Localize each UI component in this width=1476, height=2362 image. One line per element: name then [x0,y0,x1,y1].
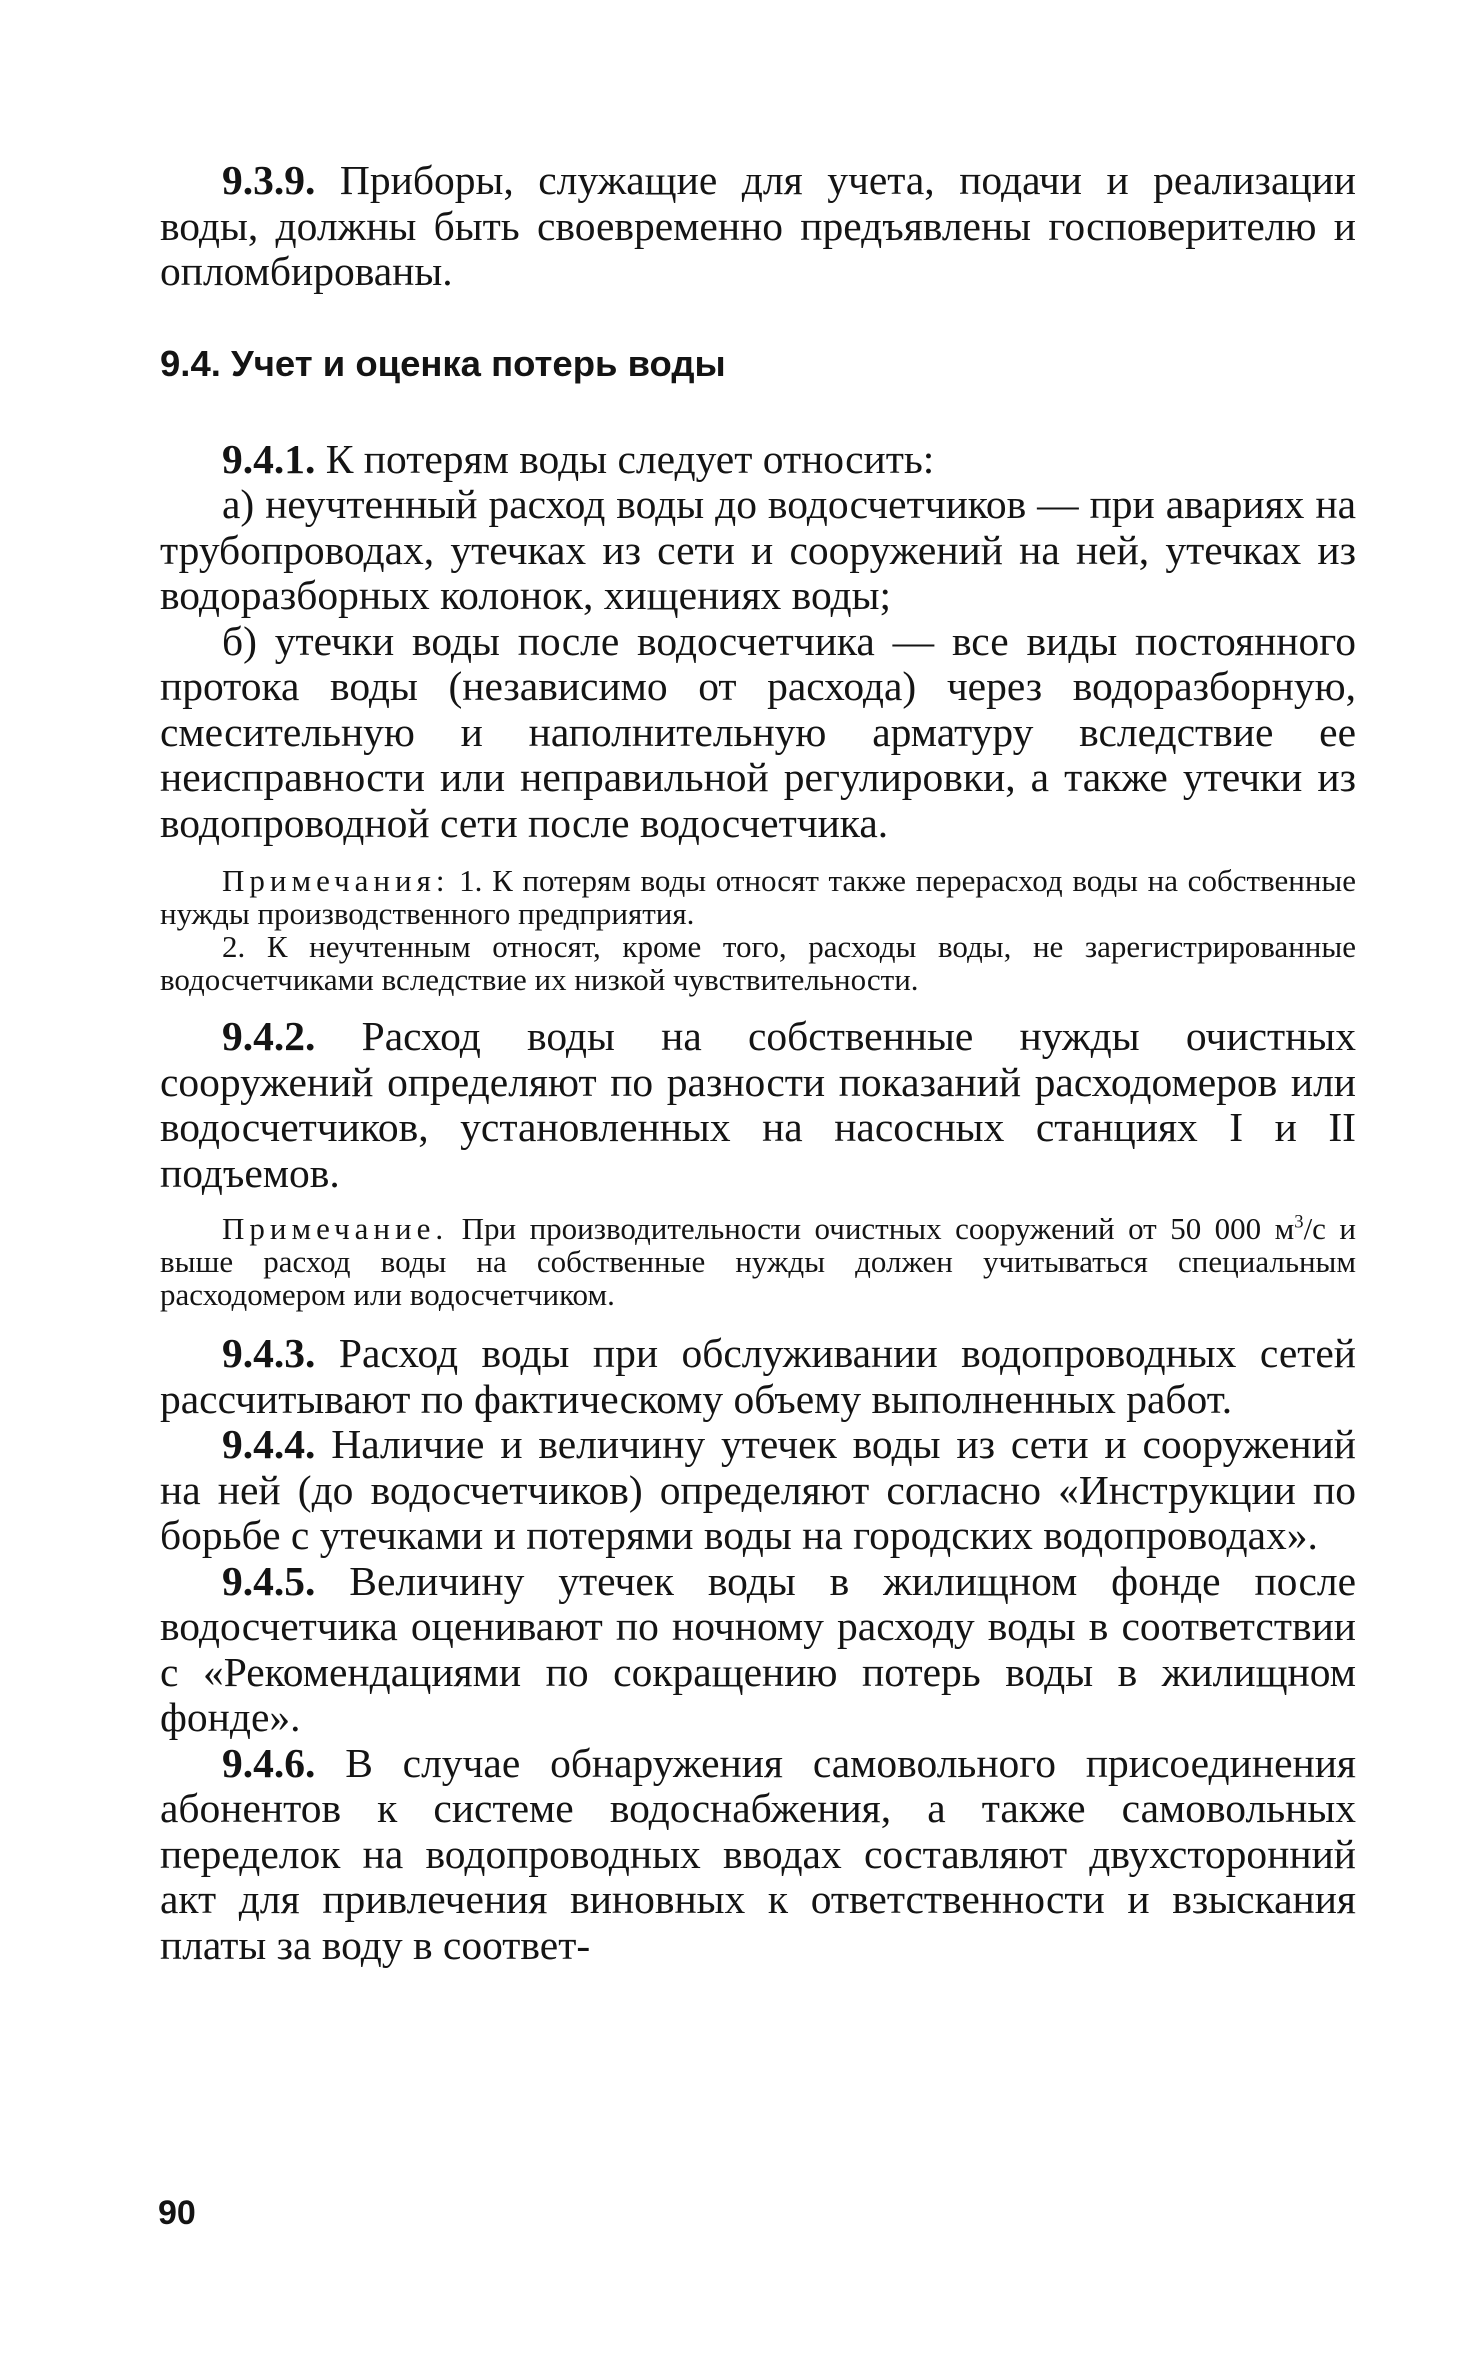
note-text-after: /с и выше расход воды на собственные нужды должен учитываться специальным расходомером или водосчетчиком. [160,1211,1357,1312]
clause-number: 9.3.9. [222,157,316,203]
clause-text: Наличие и величину утечек воды из сети и сооружений на ней (до водосчетчиков) определяют согласно «Инструкции по борьбе с утечками и потерями воды на городских водопроводах». [160,1421,1357,1558]
note-item-2: 2. К неучтенным относят, кроме того, расходы воды, не зарегистрированные водосчетчиками вследствие их низкой чувствительности. [160,929,1356,997]
paragraph-9-4-5 [160,1559,1356,1741]
note-text: 1. К потерям воды относят также перерасход воды на собственные нужды производственного предприятия. [160,863,1356,931]
superscript-3: 3 [1294,1211,1304,1233]
note-label: Примечания: [222,863,450,898]
clause-text: В случае обнаружения самовольного присоединения абонентов к системе водоснабжения, а также самовольных переделок на водопроводных вводах составляют двухсторонний акт для привлечения виновных к ответственности и взыскания платы за воду в соответ- [160,1739,1357,1968]
list-item-b: б) утечки воды после водосчетчика — все виды постоянного протока воды (независимо от расхода) через водоразборную, смесительную и наполнительную арматуру вследствие ее неисправности или неправильной регулировки, а также утечки из водопроводной сети после водосчетчика. [160,617,1356,846]
clause-text: Расход воды при обслуживании водопроводных сетей рассчитывают по фактическому объему выполненных работ. [160,1330,1357,1422]
clause-number: 9.4.5. [222,1557,316,1604]
section-heading-9-4: 9.4. Учет и оценка потерь воды [160,342,726,384]
clause-number: 9.4.4. [222,1421,316,1467]
paragraph-9-4-3 [160,1331,1356,1422]
note-label: Примечание. [222,1211,449,1246]
clause-number: 9.4.6. [222,1739,316,1786]
page-body [160,158,1356,1968]
paragraph-9-4-2 [160,1014,1356,1196]
clause-number: 9.4.3. [222,1330,316,1376]
list-item-a: а) неучтенный расход воды до водосчетчиков — при авариях на трубопроводах, утечках из сети и сооружений на ней, утечках из водоразборных колонок, хищениях воды; [160,481,1356,618]
clause-text: Величину утечек воды в жилищном фонде после водосчетчика оценивают по ночному расходу воды в соответствии с «Рекомендациями по сокращению потерь воды в жилищном фонде». [160,1557,1357,1740]
paragraph-9-4-1 [160,437,1356,483]
clause-number: 9.4.1. [222,435,316,482]
clause-text: К потерям воды следует относить: [325,435,935,482]
clause-text: Расход воды на собственные нужды очистных сооружений определяют по разности показаний расходомеров или водосчетчиков, установленных на насосных станциях I и II подъемов. [160,1013,1357,1196]
paragraph-9-3-9 [160,158,1356,295]
note-block-1 [160,864,1356,930]
clause-text: Приборы, служащие для учета, подачи и реализации воды, должны быть своевременно предъявлены госповерителю и опломбированы. [160,157,1357,294]
note-text-before: При производительности очистных сооружений от 50 000 м [461,1211,1295,1246]
paragraph-9-4-4 [160,1422,1356,1559]
note-block-2 [160,1212,1356,1311]
clause-number: 9.4.2. [222,1013,316,1059]
page-number: 90 [158,2194,196,2232]
paragraph-9-4-6 [160,1741,1356,1969]
